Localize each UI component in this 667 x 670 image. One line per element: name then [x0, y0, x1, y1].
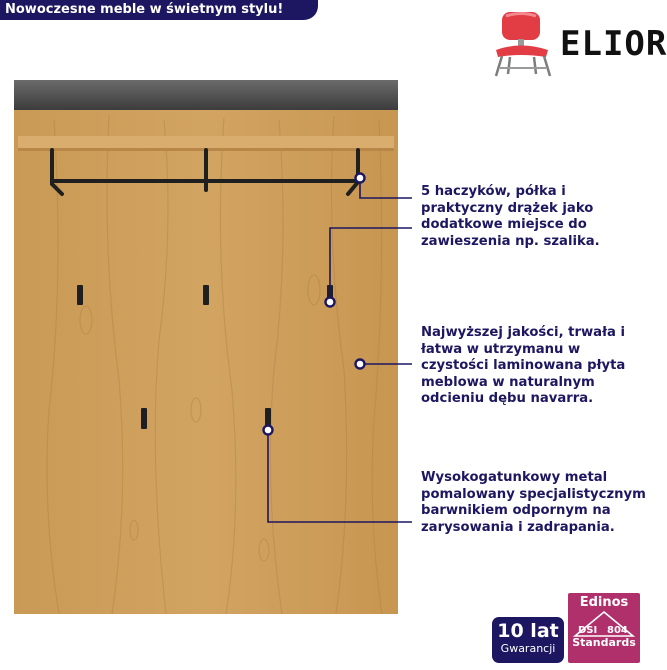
annotation-laminate: Najwyższej jakości, trwała i łatwa w utrzymanu w czystości laminowana płyta meblowa w naturalnym odcieniu dębu navarra. — [421, 325, 626, 406]
shelf — [18, 136, 394, 150]
warranty-years: 10 lat — [497, 620, 559, 642]
hook-3 — [327, 285, 333, 305]
hook-1 — [77, 285, 83, 305]
svg-text:804: 804 — [607, 625, 628, 636]
warranty-label: Gwarancji — [500, 642, 556, 655]
warranty-badge — [492, 617, 564, 663]
edinos-badge — [568, 593, 640, 663]
edinos-brand: Edinos — [579, 595, 629, 610]
panel-cushion — [14, 80, 398, 110]
hook-5 — [265, 408, 271, 429]
annotation-metal: Wysokogatunkowy metal pomalowany specjalistycznym barwnikiem odpornym na zarysowania i zadrapania. — [421, 470, 646, 535]
promo-banner — [0, 0, 318, 20]
coat-rack-panel — [14, 80, 398, 614]
brand-logo[interactable] — [488, 10, 667, 78]
svg-text:DSI: DSI — [578, 625, 598, 636]
edinos-standards: Standards — [572, 636, 636, 649]
hook-2 — [203, 285, 209, 305]
promo-banner-text: Nowoczesne meble w świetnym stylu! — [5, 2, 284, 17]
chair-icon — [488, 10, 558, 78]
annotation-hooks-shelf: 5 haczyków, półka i praktyczny drążek jako dodatkowe miejsce do zawieszenia np. szalika. — [421, 184, 600, 249]
brand-name: ELIOR — [560, 24, 667, 64]
hook-4 — [141, 408, 147, 429]
dsi-804-mark-icon — [573, 612, 635, 636]
